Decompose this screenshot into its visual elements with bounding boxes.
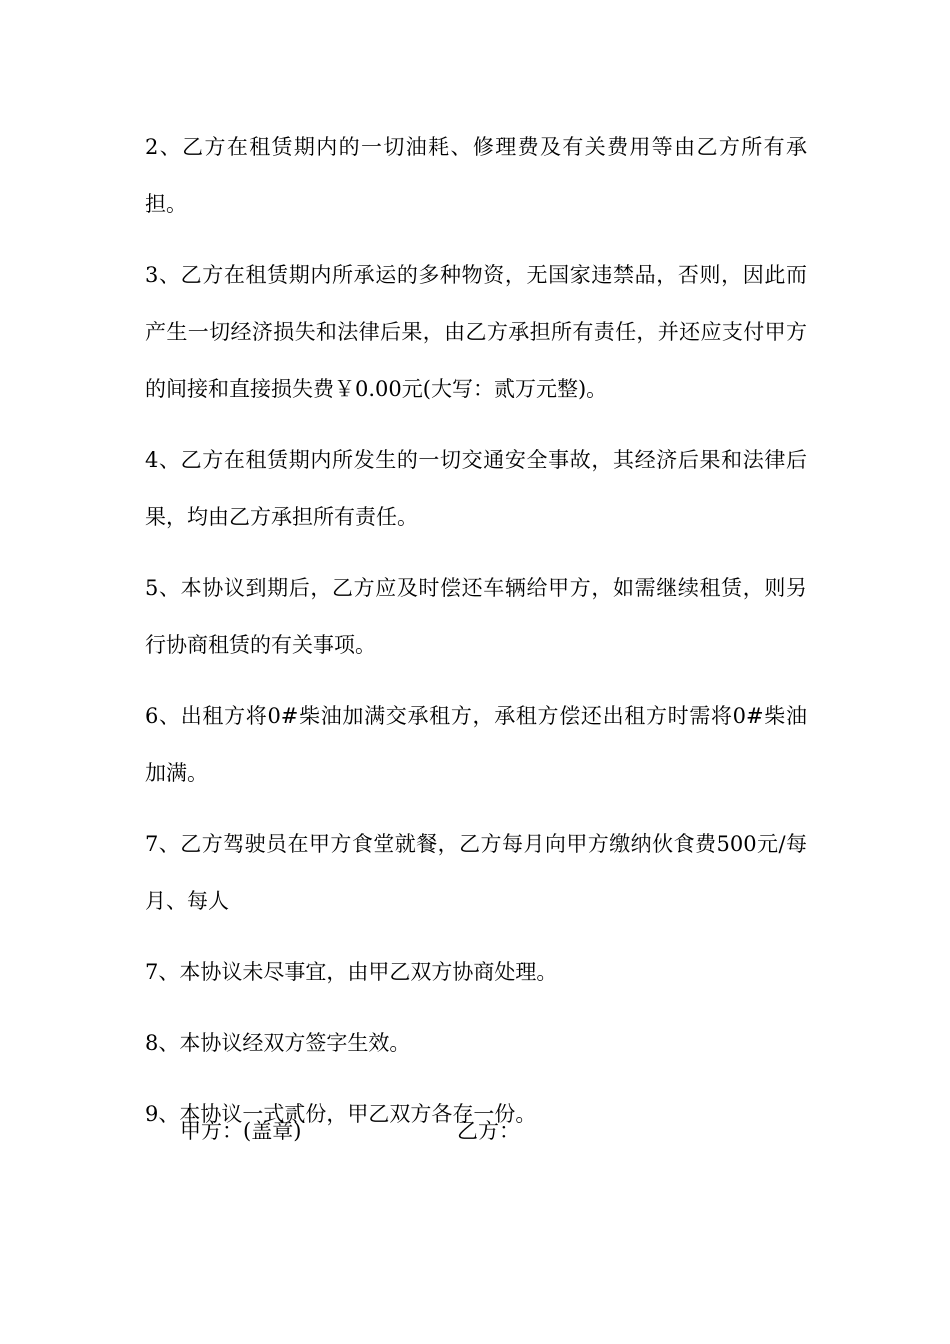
clause-list: [145, 119, 807, 1157]
clause-8-effective: 8、本协议经双方签字生效。: [145, 1031, 411, 1055]
clause-7-meals: 7、乙方驾驶员在甲方食堂就餐，乙方每月向甲方缴纳伙食费500元/每月、每人: [145, 832, 807, 913]
party-b-signature-label: 乙方：: [457, 1119, 520, 1143]
clause-4-traffic-accidents: 4、乙方在租赁期内所发生的一切交通安全事故，其经济后果和法律后果，均由乙方承担所有责任。: [145, 448, 807, 529]
clause-2-fees: 2、乙方在租赁期内的一切油耗、修理费及有关费用等由乙方所有承担。: [145, 135, 807, 216]
party-a-signature-label: 甲方：(盖章): [180, 1119, 302, 1143]
clause-5-return-vehicle: 5、本协议到期后，乙方应及时偿还车辆给甲方，如需继续租赁，则另行协商租赁的有关事项。: [145, 576, 807, 657]
clause-7-unresolved-matters: 7、本协议未尽事宜，由甲乙双方协商处理。: [145, 960, 558, 984]
signature-block: [0, 1113, 950, 1153]
clause-6-diesel-fuel: 6、出租方将0#柴油加满交承租方，承租方偿还出租方时需将0#柴油加满。: [145, 704, 807, 785]
clause-9-copies: 9、本协议一式贰份，甲乙双方各存一份。: [145, 1102, 537, 1126]
clause-3-prohibited-goods: 3、乙方在租赁期内所承运的多种物资，无国家违禁品，否则，因此而产生一切经济损失和法律后果，由乙方承担所有责任，并还应支付甲方的间接和直接损失费￥0.00元(大写：贰万元整)。: [145, 263, 807, 401]
